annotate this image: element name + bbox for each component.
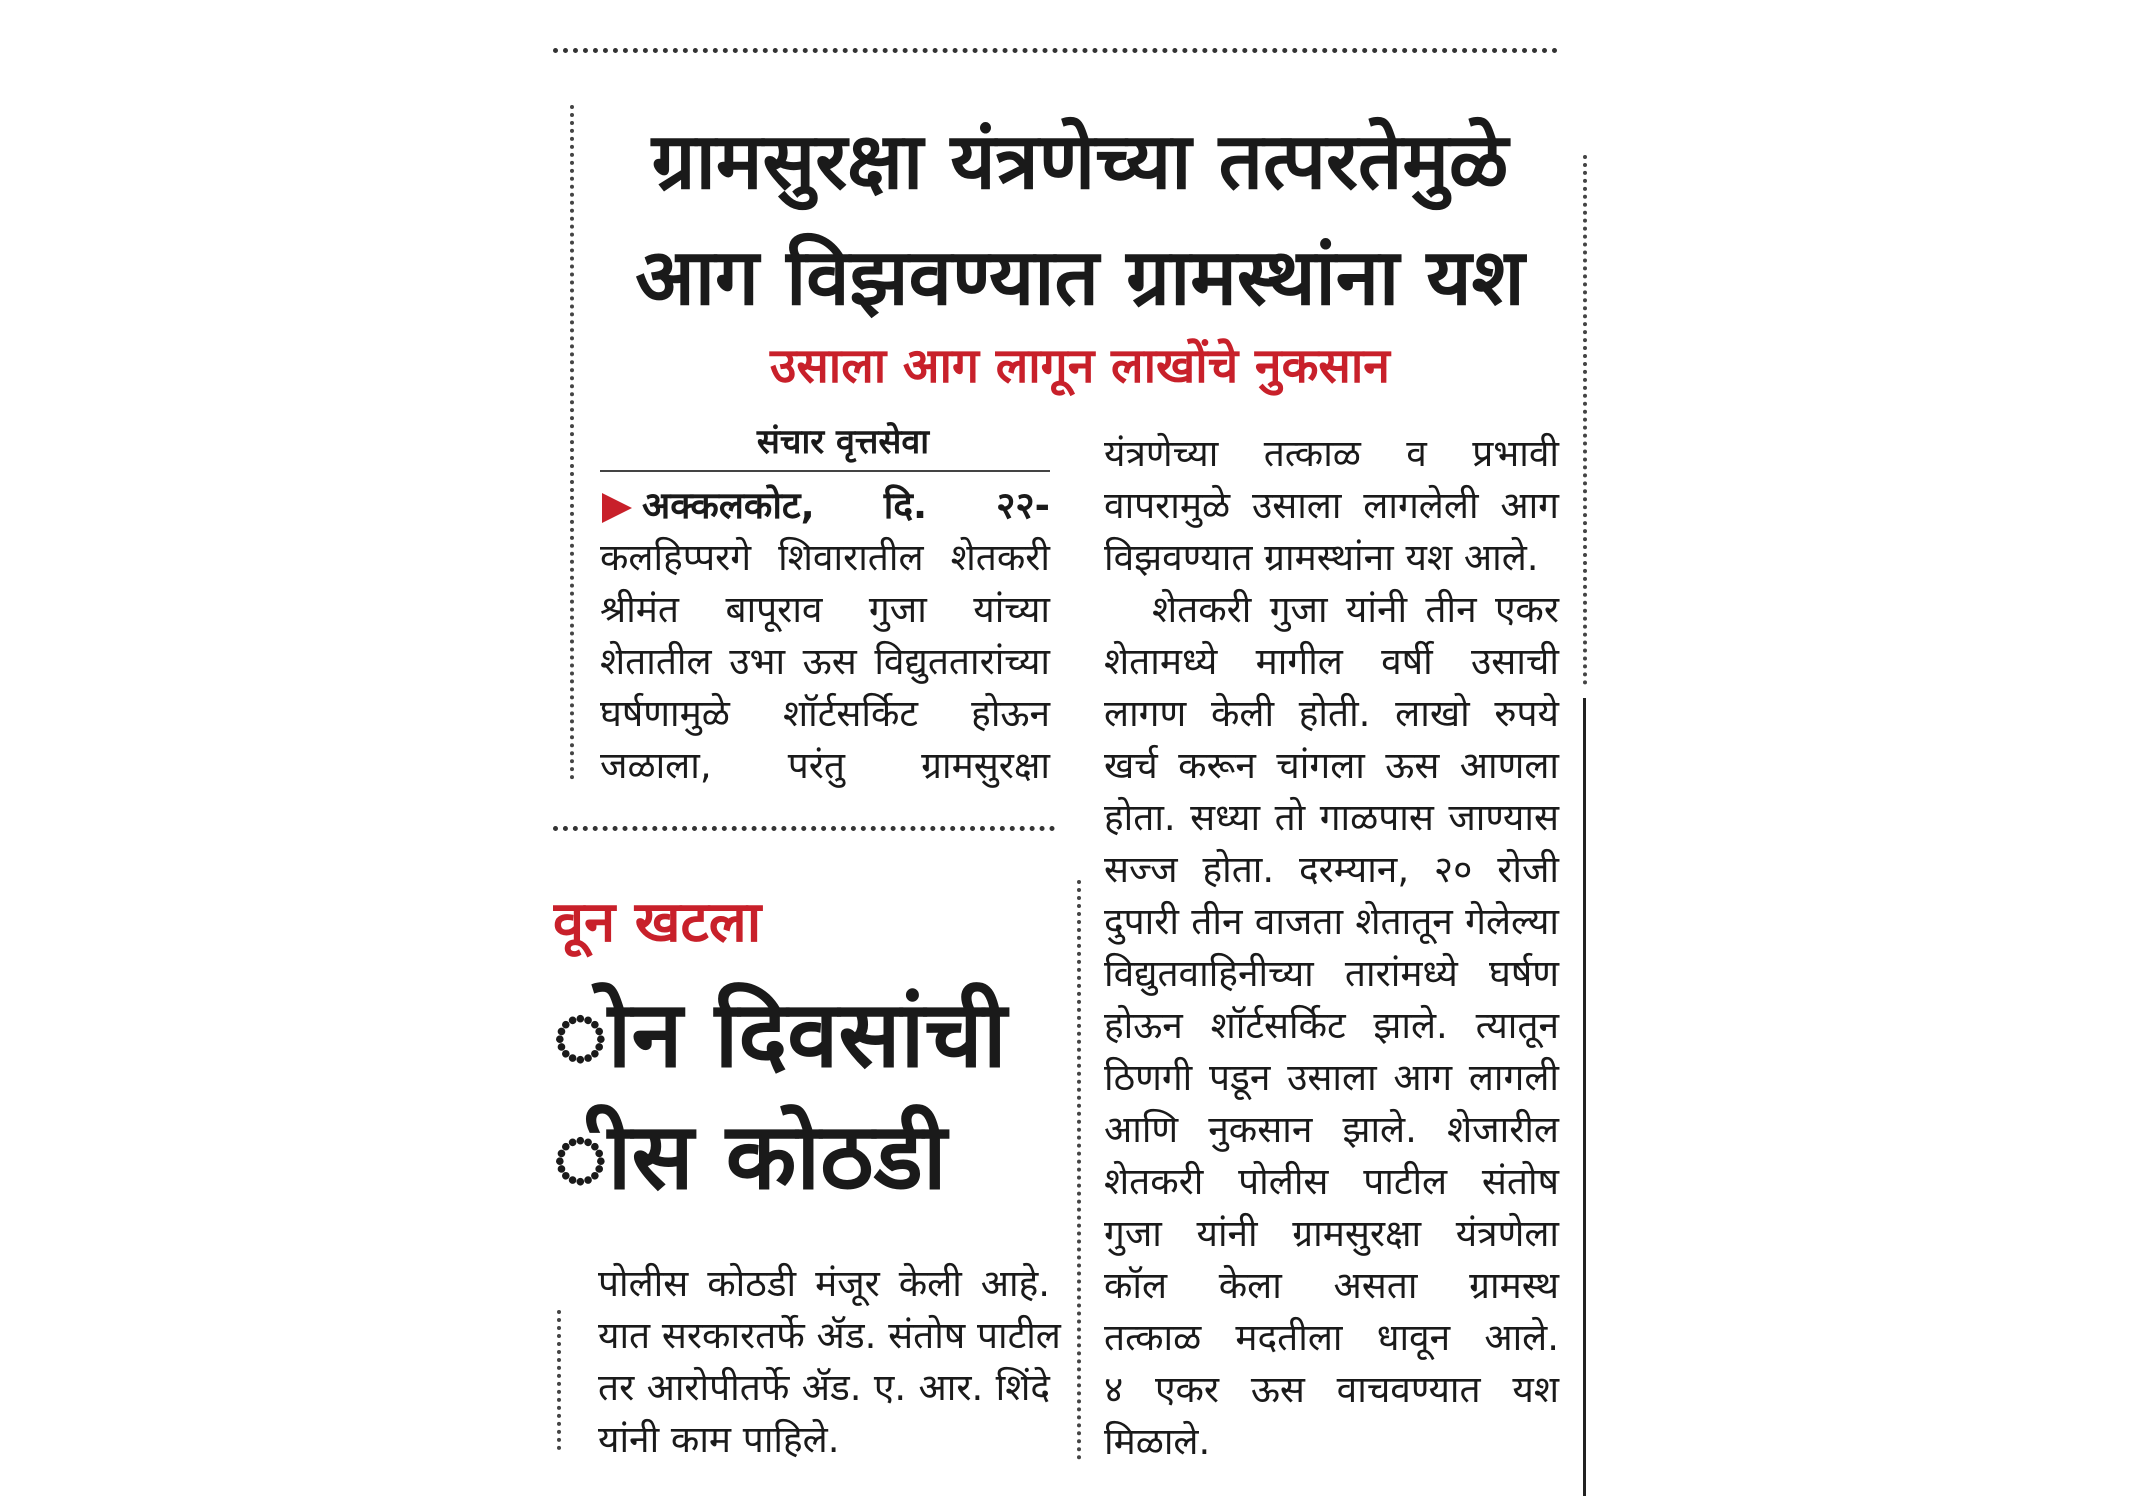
top-cropped-text-strip	[600, 0, 1560, 4]
dateline-line	[600, 480, 1050, 532]
story-column-2	[1104, 428, 1559, 1468]
col2-line: सज्ज होता. दरम्यान, २० रोजी	[1104, 848, 1559, 891]
col2-line: यंत्रणेच्या तत्काळ व प्रभावी	[1104, 432, 1559, 475]
other-body-line: पोलीस कोठडी मंजूर केली आहे.	[598, 1262, 1050, 1305]
col2-line: शेतामध्ये मागील वर्षी उसाची	[1104, 640, 1559, 683]
col2-line: होऊन शॉर्टसर्किट झाले. त्यातून	[1104, 1004, 1559, 1047]
column-dotted-rule	[1077, 880, 1081, 1460]
col1-line: श्रीमंत बापूराव गुजा यांच्या	[600, 588, 1050, 631]
col2-line: कॉल केला असता ग्रामस्थ	[1104, 1264, 1559, 1307]
col2-line: विद्युतवाहिनीच्या तारांमध्ये घर्षण	[1104, 952, 1559, 995]
other-story-headline: ोन दिवसांची ीस कोठडी	[553, 981, 1007, 1210]
story-column-1	[600, 480, 1050, 792]
col2-line: होता. सध्या तो गाळपास जाण्यास	[1104, 796, 1559, 839]
col2-line: दुपारी तीन वाजता शेतातून गेलेल्या	[1104, 900, 1559, 943]
col2-line: लागण केली होती. लाखो रुपये	[1104, 692, 1559, 735]
subheadline: उसाला आग लागून लाखोंचे नुकसान	[770, 338, 1390, 394]
col2-line: आणि नुकसान झाले. शेजारील	[1104, 1108, 1559, 1151]
byline: संचार वृत्तसेवा	[756, 422, 930, 462]
col2-line: शेतकरी गुजा यांनी तीन एकर	[1152, 588, 1559, 631]
byline-rule	[600, 470, 1050, 472]
other-body-line: यांनी काम पाहिले.	[598, 1418, 840, 1461]
headline-line-1: ग्रामसुरक्षा यंत्रणेच्या तत्परतेमुळे	[651, 117, 1509, 207]
col2-line: ठिणगी पडून उसाला आग लागली	[1104, 1056, 1559, 1099]
other-body-line: यात सरकारतर्फे ॲड. संतोष पाटील	[598, 1314, 1061, 1357]
col2-line: तत्काळ मदतीला धावून आले.	[1104, 1316, 1559, 1359]
col2-line: विझवण्यात ग्रामस्थांना यश आले.	[1104, 536, 1539, 579]
dateline: अक्कलकोट, दि. २२-	[642, 484, 1050, 527]
col2-line: गुजा यांनी ग्रामसुरक्षा यंत्रणेला	[1104, 1212, 1559, 1255]
other-story-body	[598, 1258, 1061, 1466]
col1-line: कलहिप्परगे शिवारातील शेतकरी	[600, 536, 1050, 579]
headline-line-2: आग विझवण्यात ग्रामस्थांना यश	[635, 233, 1525, 323]
col2-line: वापरामुळे उसाला लागलेली आग	[1104, 484, 1559, 527]
top-dotted-rule	[553, 48, 1558, 53]
mid-dotted-rule	[553, 826, 1055, 831]
triangle-marker-icon	[600, 491, 634, 525]
col1-line: घर्षणामुळे शॉर्टसर्किट होऊन	[600, 692, 1050, 735]
other-body-line: तर आरोपीतर्फे ॲड. ए. आर. शिंदे	[598, 1366, 1050, 1409]
left-dotted-rule	[570, 105, 574, 780]
lower-left-dotted-rule	[557, 1310, 561, 1450]
other-story-kicker: वून खटला	[553, 890, 762, 955]
col1-line: शेतातील उभा ऊस विद्युततारांच्या	[600, 640, 1050, 683]
col2-line: ४ एकर ऊस वाचवण्यात यश	[1104, 1368, 1559, 1411]
right-solid-rule	[1583, 698, 1586, 1496]
col2-line: मिळाले.	[1104, 1420, 1211, 1463]
col1-line: जळाला, परंतु ग्रामसुरक्षा	[600, 744, 1050, 787]
col2-line: खर्च करून चांगला ऊस आणला	[1104, 744, 1559, 787]
right-dotted-rule	[1583, 155, 1587, 685]
col2-line: शेतकरी पोलीस पाटील संतोष	[1104, 1160, 1559, 1203]
